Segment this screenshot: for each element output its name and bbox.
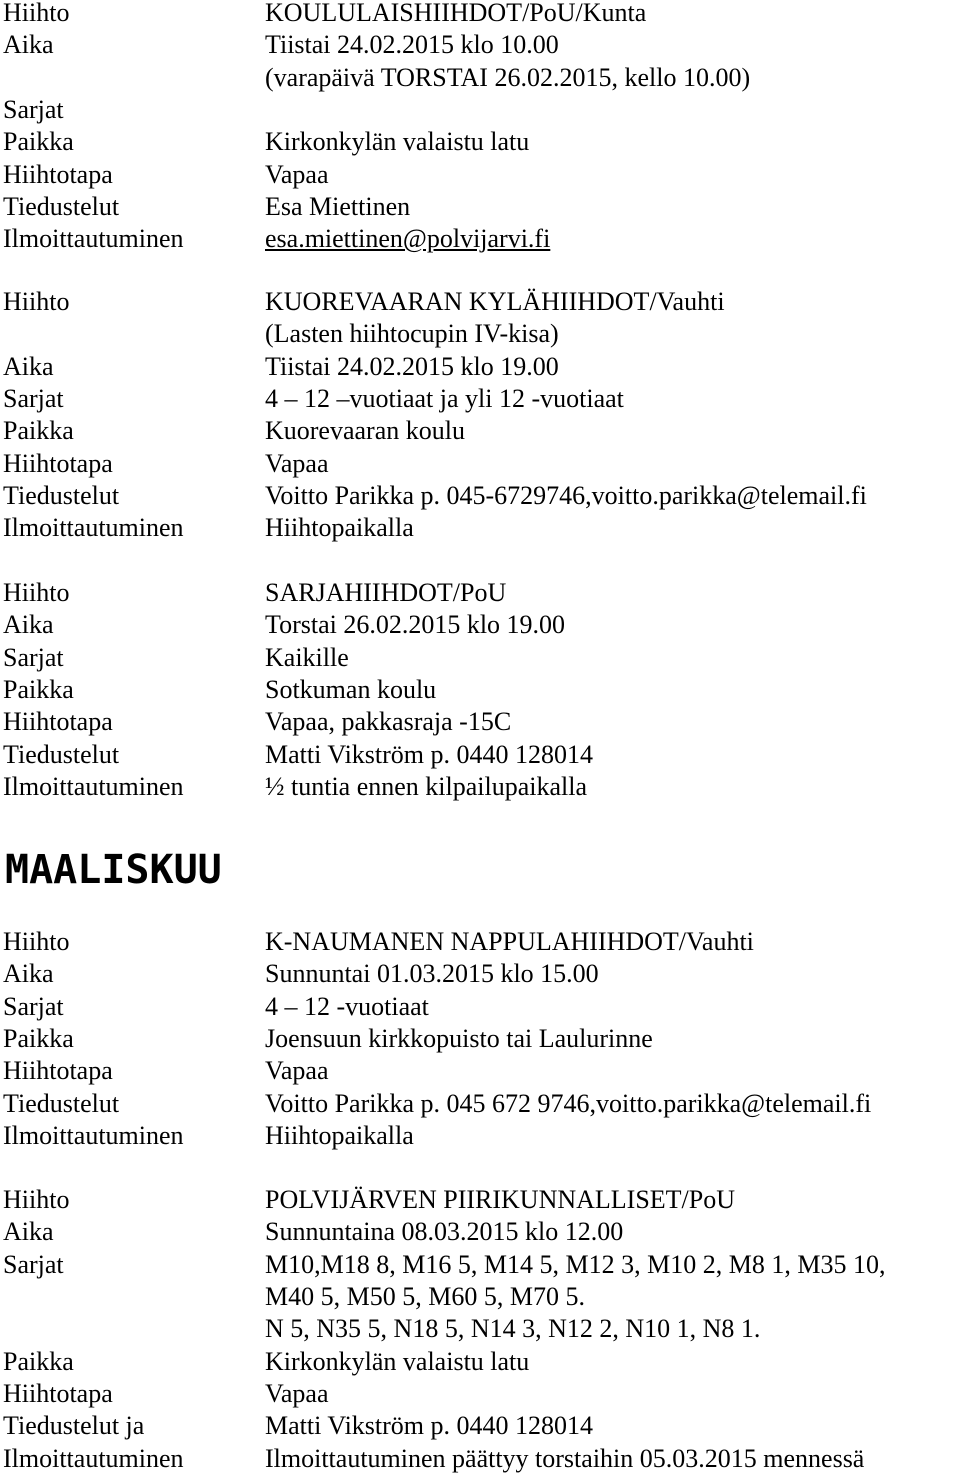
event-row xyxy=(0,0,960,29)
field-label: Aika xyxy=(3,959,54,989)
field-value: Vapaa xyxy=(265,1379,329,1409)
field-value: 4 – 12 –vuotiaat ja yli 12 -vuotiaat xyxy=(265,384,624,414)
field-value: KOULULAISHIIHDOT/PoU/Kunta xyxy=(265,0,647,27)
field-value: Tiistai 24.02.2015 klo 19.00 xyxy=(265,351,559,381)
field-value: Vapaa xyxy=(265,1056,329,1086)
event-row xyxy=(0,771,960,803)
field-label: Hiihtotapa xyxy=(3,159,113,189)
field-label: Hiihtotapa xyxy=(3,1056,113,1086)
event-row xyxy=(0,674,960,706)
field-value: Esa Miettinen xyxy=(265,192,411,222)
event-row xyxy=(0,1378,960,1410)
field-value: Ilmoittautuminen päättyy torstaihin 05.03.2015 mennessä xyxy=(265,1443,865,1473)
event-row xyxy=(0,991,960,1023)
event-row xyxy=(0,609,960,641)
field-label: Hiihtotapa xyxy=(3,707,113,737)
field-label: Ilmoittautuminen xyxy=(3,513,184,543)
event-row xyxy=(0,94,960,126)
field-value: Hiihtopaikalla xyxy=(265,1121,414,1151)
event-row xyxy=(0,1055,960,1087)
field-label: Tiedustelut xyxy=(3,739,120,769)
field-label: Ilmoittautuminen xyxy=(3,224,184,254)
event-row xyxy=(0,1346,960,1378)
field-label: Aika xyxy=(3,351,54,381)
event-row xyxy=(0,1216,960,1248)
field-label: Aika xyxy=(3,610,54,640)
field-label: Paikka xyxy=(3,1346,74,1376)
event-row xyxy=(0,351,960,383)
event-row xyxy=(0,480,960,512)
field-value: (varapäivä TORSTAI 26.02.2015, kello 10.00) xyxy=(265,62,751,92)
event-row xyxy=(0,191,960,223)
field-value: Kaikille xyxy=(265,642,349,672)
field-label: Paikka xyxy=(3,675,74,705)
month-heading: MAALISKUU xyxy=(5,847,222,893)
field-label: Sarjat xyxy=(3,1249,64,1279)
event-row xyxy=(0,1088,960,1120)
email-link[interactable]: esa.miettinen@polvijarvi.fi xyxy=(265,224,551,254)
event-row xyxy=(0,1281,960,1313)
event-row xyxy=(0,1023,960,1055)
field-label: Hiihto xyxy=(3,927,70,956)
field-value: Matti Vikström p. 0440 128014 xyxy=(265,1411,594,1441)
event-row xyxy=(0,1249,960,1281)
field-label: Hiihto xyxy=(3,1185,70,1214)
field-label: Sarjat xyxy=(3,384,64,414)
event-row xyxy=(0,318,960,350)
field-value: N 5, N35 5, N18 5, N14 3, N12 2, N10 1, N8 1. xyxy=(265,1314,761,1344)
event-row xyxy=(0,512,960,544)
field-value: Sunnuntaina 08.03.2015 klo 12.00 xyxy=(265,1217,624,1247)
event-row xyxy=(0,577,960,609)
event-row xyxy=(0,126,960,158)
field-label: Ilmoittautuminen xyxy=(3,1443,184,1473)
field-value: M10,M18 8, M16 5, M14 5, M12 3, M10 2, M8 1, M35 10, xyxy=(265,1249,886,1279)
event-row xyxy=(0,1184,960,1216)
event-row xyxy=(0,29,960,61)
field-label: Aika xyxy=(3,1217,54,1247)
event-row xyxy=(0,642,960,674)
event-row xyxy=(0,223,960,255)
event-row xyxy=(0,383,960,415)
event-row xyxy=(0,739,960,771)
event-row xyxy=(0,926,960,958)
field-label: Aika xyxy=(3,30,54,60)
field-label: Paikka xyxy=(3,1024,74,1054)
event-row xyxy=(0,159,960,191)
field-label: Tiedustelut xyxy=(3,1088,120,1118)
field-value: SARJAHIIHDOT/PoU xyxy=(265,578,507,607)
field-label: Ilmoittautuminen xyxy=(3,772,184,802)
field-value: Kuorevaaran koulu xyxy=(265,416,465,446)
field-label: Hiihto xyxy=(3,578,70,607)
event-row xyxy=(0,1410,960,1442)
field-value: 4 – 12 -vuotiaat xyxy=(265,991,429,1021)
field-value: ½ tuntia ennen kilpailupaikalla xyxy=(265,772,588,802)
field-value: Kirkonkylän valaistu latu xyxy=(265,1346,530,1376)
field-label: Tiedustelut ja xyxy=(3,1411,145,1441)
event-row xyxy=(0,1443,960,1475)
field-value: Joensuun kirkkopuisto tai Laulurinne xyxy=(265,1024,653,1054)
event-row xyxy=(0,958,960,990)
field-value: Voitto Parikka p. 045-6729746,voitto.parikka@telemail.fi xyxy=(265,481,867,511)
field-value: POLVIJÄRVEN PIIRIKUNNALLISET/PoU xyxy=(265,1185,736,1214)
field-label: Tiedustelut xyxy=(3,192,120,222)
field-value: (Lasten hiihtocupin IV-kisa) xyxy=(265,319,559,349)
event-row xyxy=(0,1120,960,1152)
field-value: Torstai 26.02.2015 klo 19.00 xyxy=(265,610,566,640)
field-value: Voitto Parikka p. 045 672 9746,voitto.parikka@telemail.fi xyxy=(265,1088,872,1118)
field-value: Tiistai 24.02.2015 klo 10.00 xyxy=(265,30,559,60)
field-value: Vapaa xyxy=(265,448,329,478)
field-label: Sarjat xyxy=(3,95,64,125)
field-label: Sarjat xyxy=(3,991,64,1021)
field-value: KUOREVAARAN KYLÄHIIHDOT/Vauhti xyxy=(265,287,725,316)
field-value: Matti Vikström p. 0440 128014 xyxy=(265,739,594,769)
field-label: Sarjat xyxy=(3,642,64,672)
field-value: M40 5, M50 5, M60 5, M70 5. xyxy=(265,1282,585,1312)
field-value: K-NAUMANEN NAPPULAHIIHDOT/Vauhti xyxy=(265,927,754,956)
field-label: Tiedustelut xyxy=(3,481,120,511)
event-row xyxy=(0,1313,960,1345)
field-value: Vapaa xyxy=(265,159,329,189)
field-label: Paikka xyxy=(3,127,74,157)
field-label: Hiihto xyxy=(3,287,70,316)
field-label: Hiihtotapa xyxy=(3,1379,113,1409)
event-row xyxy=(0,448,960,480)
field-value: Kirkonkylän valaistu latu xyxy=(265,127,530,157)
field-label: Hiihtotapa xyxy=(3,448,113,478)
event-row xyxy=(0,415,960,447)
field-value: Hiihtopaikalla xyxy=(265,513,414,543)
field-label: Paikka xyxy=(3,416,74,446)
event-row xyxy=(0,286,960,318)
field-value: Sotkuman koulu xyxy=(265,675,437,705)
field-label: Hiihto xyxy=(3,0,70,27)
field-value: Sunnuntai 01.03.2015 klo 15.00 xyxy=(265,959,599,989)
field-label: Ilmoittautuminen xyxy=(3,1121,184,1151)
event-row xyxy=(0,706,960,738)
field-value: Vapaa, pakkasraja -15C xyxy=(265,707,512,737)
event-row xyxy=(0,62,960,94)
